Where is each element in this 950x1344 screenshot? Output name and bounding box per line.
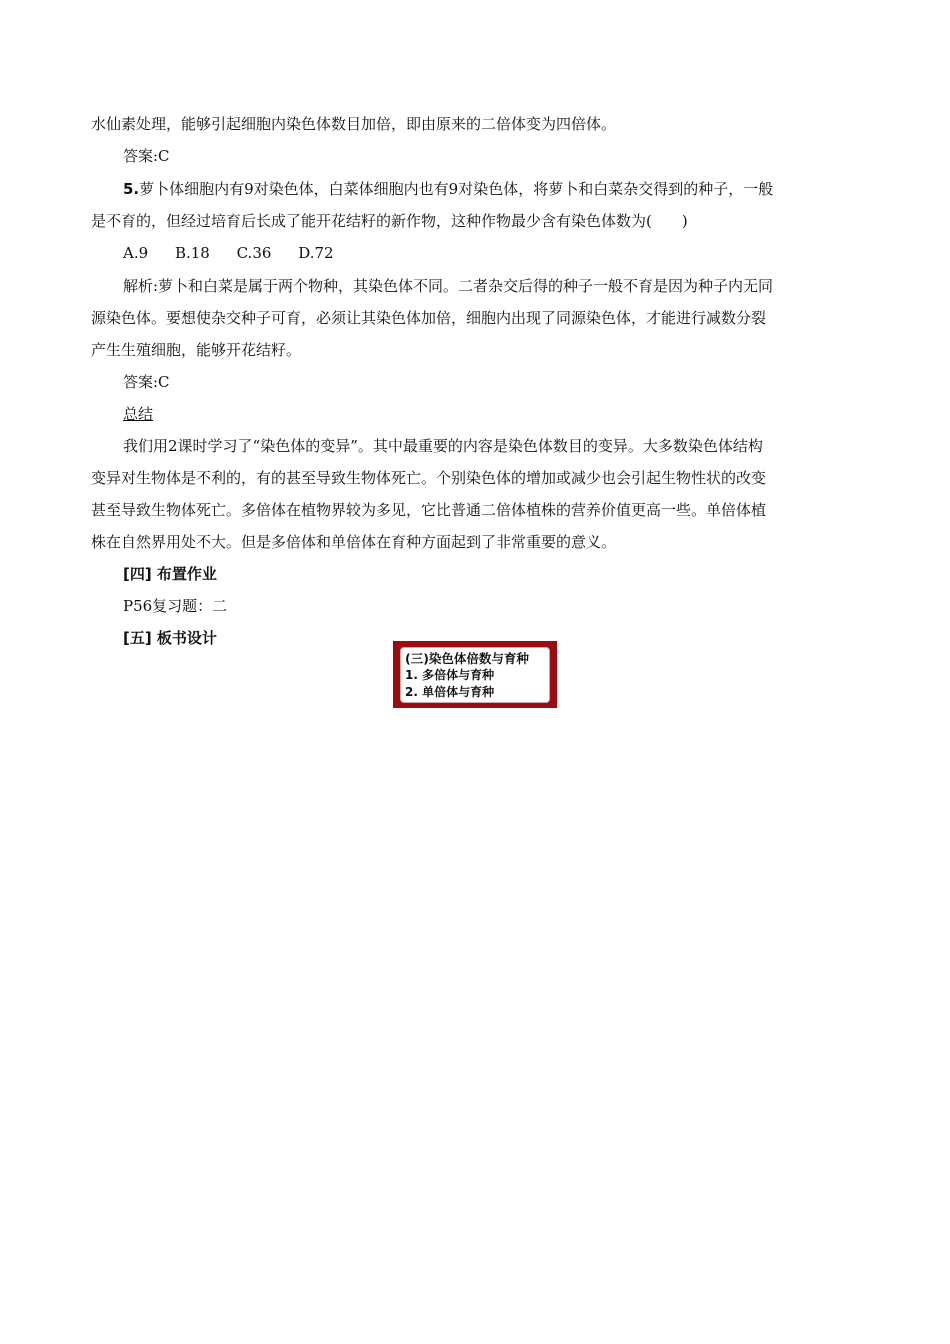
options-line	[123, 243, 334, 263]
board-design-image	[393, 641, 557, 708]
paragraph-line: 水仙素处理，能够引起细胞内染色体数目加倍，即由原来的二倍体变为四倍体。	[91, 115, 617, 133]
summary-line: 甚至导致生物体死亡。多倍体在植物界较为多见，它比普通二倍体植株的营养价值更高一些。单倍体植	[91, 501, 767, 519]
answer-line: 答案:C	[123, 147, 170, 165]
board-panel	[400, 647, 550, 703]
board-title: (三)染色体倍数与育种	[405, 651, 529, 666]
question-text: 萝卜体细胞内有9对染色体，白菜体细胞内也有9对染色体，将萝卜和白菜杂交得到的种子，一般	[139, 180, 774, 198]
answer-line: 答案:C	[123, 373, 170, 391]
board-item: 2. 单倍体与育种	[405, 685, 495, 699]
summary-line: 变异对生物体是不利的，有的甚至导致生物体死亡。个别染色体的增加或减少也会引起生物性状的改变	[91, 469, 767, 487]
analysis-line: 产生生殖细胞，能够开花结籽。	[91, 341, 302, 359]
board-item: 1. 多倍体与育种	[405, 668, 495, 682]
question-number: 5.	[123, 180, 140, 198]
question-line	[123, 179, 773, 199]
question-line: 是不育的，但经过培育后长成了能开花结籽的新作物，这种作物最少含有染色体数为( )	[91, 212, 688, 230]
option-d: D.72	[298, 244, 334, 262]
homework-line: P56复习题：二	[123, 597, 228, 615]
section-heading-board: [五] 板书设计	[123, 629, 217, 647]
summary-line: 我们用2课时学习了“染色体的变异”。其中最重要的内容是染色体数目的变异。大多数染色体结构	[123, 437, 763, 455]
option-a: A.9	[123, 244, 149, 262]
summary-line: 株在自然界用处不大。但是多倍体和单倍体在育种方面起到了非常重要的意义。	[91, 533, 617, 551]
option-b: B.18	[174, 244, 210, 262]
analysis-line: 解析:萝卜和白菜是属于两个物种，其染色体不同。二者杂交后得的种子一般不育是因为种子内无同	[123, 277, 774, 295]
section-heading-homework: [四] 布置作业	[123, 565, 217, 583]
analysis-line: 源染色体。要想使杂交种子可育，必须让其染色体加倍，细胞内出现了同源染色体，才能进行减数分裂	[91, 309, 767, 327]
summary-heading: 总结	[123, 405, 154, 423]
option-c: C.36	[236, 244, 272, 262]
